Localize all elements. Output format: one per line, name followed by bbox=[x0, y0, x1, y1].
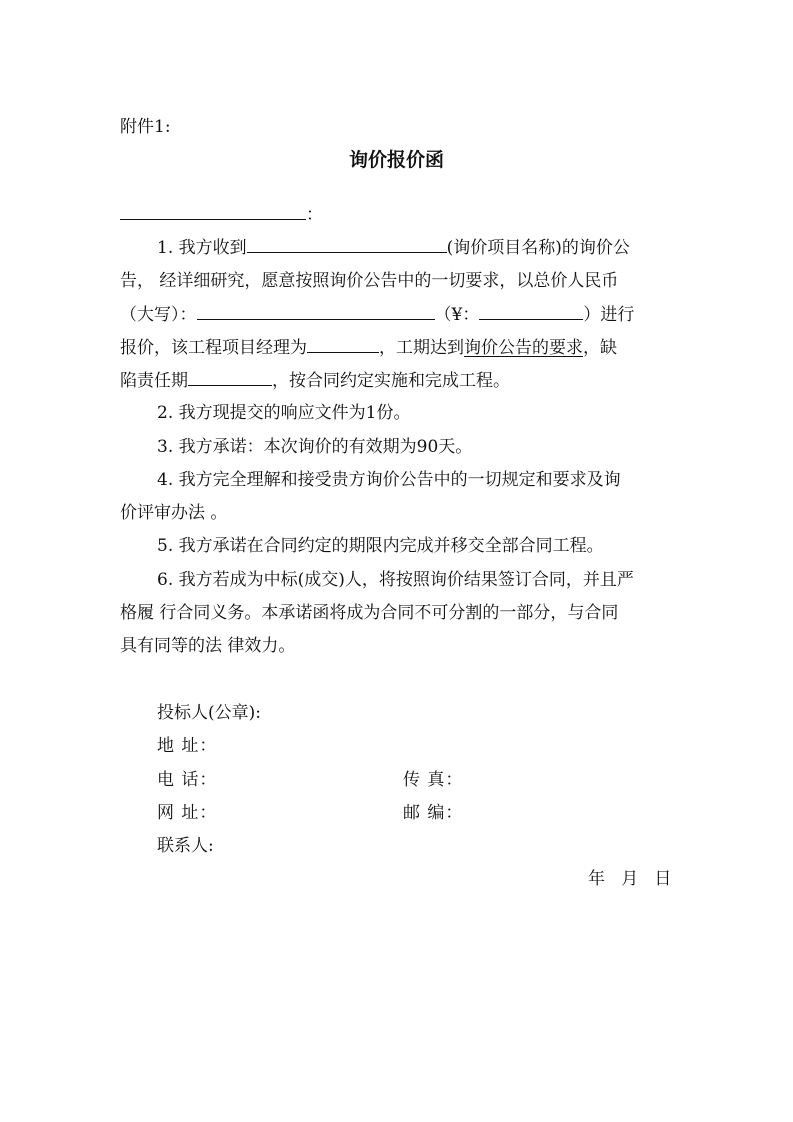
item1-line2: 告， 经详细研究，愿意按照询价公告中的一切要求，以总价人民币 bbox=[120, 271, 619, 291]
amount-figure-label: （¥： bbox=[434, 305, 480, 325]
item1-line3 bbox=[120, 303, 634, 326]
recipient-line bbox=[120, 203, 323, 226]
item1-text-e: ，按合同约定实施和完成工程。 bbox=[272, 371, 510, 391]
item4-line1: 4. 我方完全理解和接受贵方询价公告中的一切规定和要求及询 bbox=[157, 470, 621, 490]
item1-text-d: ，缺 bbox=[583, 338, 617, 358]
amount-words-blank[interactable] bbox=[197, 303, 435, 320]
item4-line2: 价评审办法 。 bbox=[120, 503, 228, 523]
item1-text-c: ）进行 bbox=[583, 305, 635, 325]
item2: 2. 我方现提交的响应文件为1份。 bbox=[157, 403, 411, 423]
project-name-blank[interactable] bbox=[247, 236, 447, 253]
contact-label: 联系人: bbox=[157, 836, 214, 856]
date-label: 年 月 日 bbox=[588, 869, 672, 889]
warranty-label: 陷责任期 bbox=[120, 371, 188, 391]
manager-label: 报价，该工程项目经理为 bbox=[120, 338, 307, 358]
fax-label: 传 真： bbox=[403, 770, 464, 790]
attachment-label: 附件1: bbox=[120, 117, 171, 137]
recipient-blank[interactable] bbox=[120, 203, 306, 220]
warranty-blank[interactable] bbox=[188, 369, 272, 386]
recipient-colon: ： bbox=[306, 205, 323, 225]
item6-line1: 6. 我方若成为中标(成交)人，将按照询价结果签订合同，并且严 bbox=[157, 570, 634, 590]
item1-text-a: 1. 我方收到 bbox=[157, 238, 247, 258]
phone-label: 电 话： bbox=[157, 770, 218, 790]
item6-line3: 具有同等的法 律效力。 bbox=[120, 636, 296, 656]
page-title: 询价报价函 bbox=[348, 149, 444, 171]
amount-figure-blank[interactable] bbox=[479, 303, 583, 320]
manager-blank[interactable] bbox=[307, 336, 379, 353]
item5: 5. 我方承诺在合同约定的期限内完成并移交全部合同工程。 bbox=[157, 536, 604, 556]
item3: 3. 我方承诺：本次询价的有效期为90天。 bbox=[157, 437, 473, 457]
bidder-label: 投标人(公章): bbox=[157, 703, 261, 723]
duration-label: ，工期达到 bbox=[379, 338, 464, 358]
item1-line1 bbox=[157, 236, 630, 259]
postcode-label: 邮 编： bbox=[403, 803, 464, 823]
address-label: 地 址： bbox=[157, 736, 218, 756]
website-label: 网 址： bbox=[157, 803, 218, 823]
item1-text-b: (询价项目名称)的询价公 bbox=[446, 238, 630, 258]
item1-line5 bbox=[120, 369, 510, 392]
item1-line4 bbox=[120, 336, 617, 359]
duration-requirement: 询价公告的要求 bbox=[464, 338, 583, 358]
amount-words-label: （大写）： bbox=[120, 305, 197, 325]
item6-line2: 格履 行合同义务。本承诺函将成为合同不可分割的一部分，与合同 bbox=[120, 603, 619, 623]
